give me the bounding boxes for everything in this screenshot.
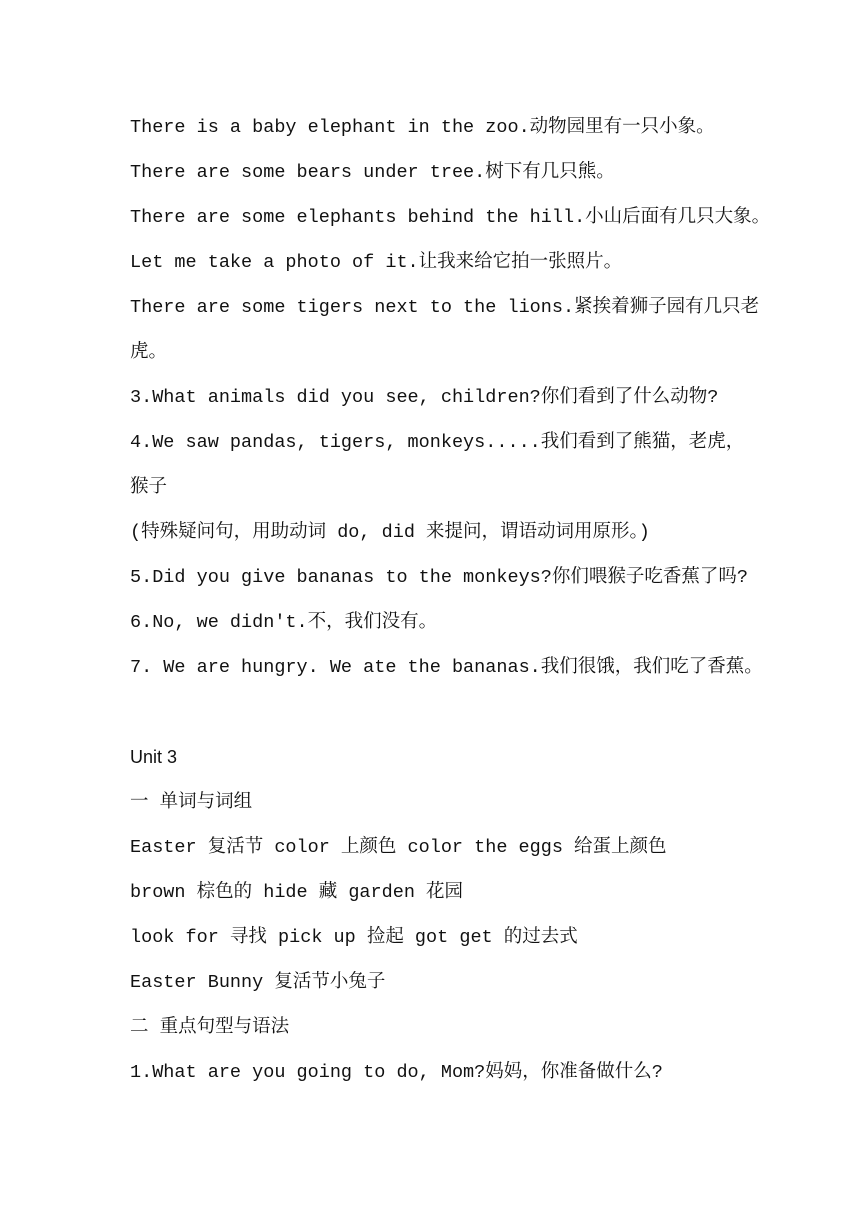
text-line: look for 寻找 pick up 捡起 got get 的过去式 [130, 927, 578, 948]
text-line: 猴子 [130, 477, 168, 498]
section-heading: 二 重点句型与语法 [130, 1017, 290, 1038]
text-line: 6.No, we didn't.不，我们没有。 [130, 612, 438, 633]
text-line: 7. We are hungry. We ate the bananas.我们很饿，我们吃了香蕉。 [130, 657, 763, 678]
text-line: 虎。 [130, 342, 168, 363]
unit-heading: Unit 3 [130, 747, 178, 767]
text-line: There are some tigers next to the lions.紧挨着狮子园有几只老 [130, 297, 760, 318]
text-line: 5.Did you give bananas to the monkeys?你们喂猴子吃香蕉了吗? [130, 567, 748, 588]
text-line: There are some elephants behind the hill.小山后面有几只大象。 [130, 207, 771, 228]
text-line: Easter 复活节 color 上颜色 color the eggs 给蛋上颜色 [130, 837, 667, 858]
text-line: There are some bears under tree.树下有几只熊。 [130, 162, 615, 183]
text-line: (特殊疑问句，用助动词 do, did 来提问，谓语动词用原形。) [130, 522, 650, 543]
text-line: 1.What are you going to do, Mom?妈妈，你准备做什么? [130, 1062, 663, 1083]
section-spacer [130, 690, 830, 735]
document-content [130, 105, 830, 1095]
text-line: 4.We saw pandas, tigers, monkeys.....我们看到了熊猫，老虎， [130, 432, 745, 453]
text-line: 3.What animals did you see, children?你们看到了什么动物? [130, 387, 719, 408]
text-line: Easter Bunny 复活节小兔子 [130, 972, 386, 993]
text-line: There is a baby elephant in the zoo.动物园里有一只小象。 [130, 117, 715, 138]
section-heading: 一 单词与词组 [130, 792, 253, 813]
text-line: brown 棕色的 hide 藏 garden 花园 [130, 882, 464, 903]
text-line: Let me take a photo of it.让我来给它拍一张照片。 [130, 252, 623, 273]
